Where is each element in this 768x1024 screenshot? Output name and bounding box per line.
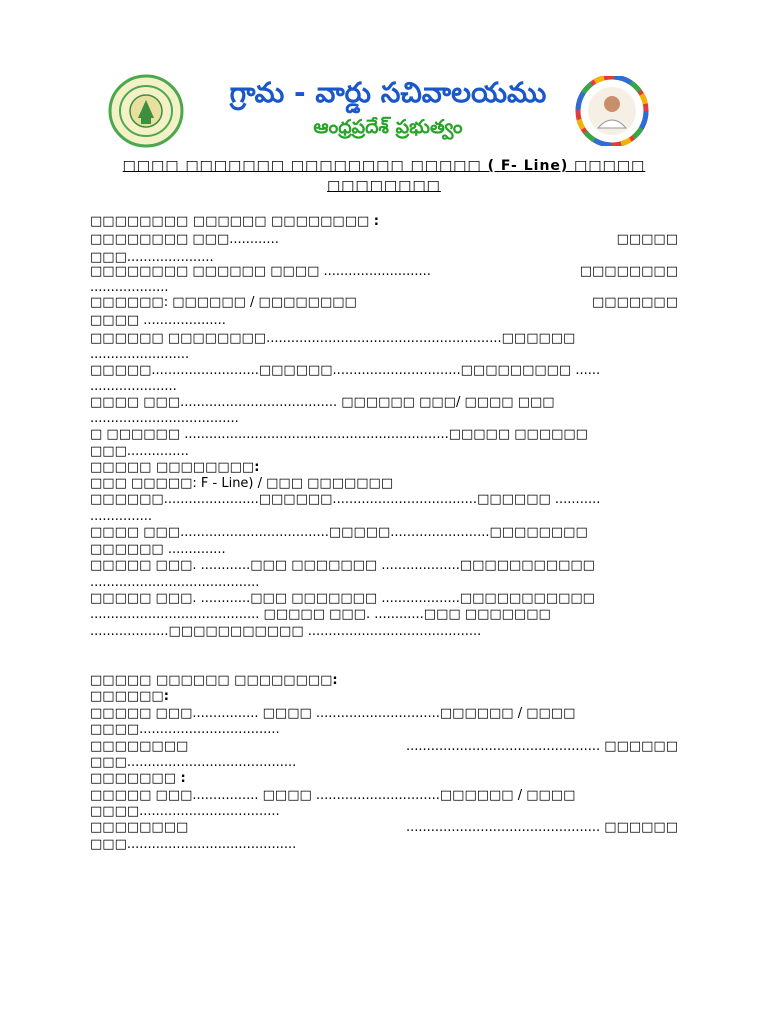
form-line	[90, 294, 678, 311]
document-title	[90, 156, 678, 196]
form-line: □□□.....................	[90, 250, 214, 265]
form-line: ...............	[90, 509, 152, 524]
form-line: □□□.........................................	[90, 837, 297, 852]
form-line: □□□□□□ □□□□□□□□.........................................................□□□□□□	[90, 331, 576, 346]
form-line	[90, 738, 678, 755]
form-line: □□□□ ....................	[90, 313, 226, 328]
form-line-text: □□□□□□□□	[90, 739, 189, 754]
form-line: □□□□..................................	[90, 722, 280, 737]
form-line: .....................	[90, 379, 177, 394]
header-subtitle: ఆంధ్రప్రదేశ్ ప్రభుత్వం	[313, 116, 463, 138]
sachivalayam-logo-icon	[572, 76, 652, 146]
form-line-text-right: ............................................... □□□□□□	[405, 820, 678, 835]
form-line: □□□□□..........................□□□□□□...............................□□□□□□□□□ ......	[90, 363, 601, 378]
section-heading: □□□□□□□□ □□□□□□ □□□□□□□□ :	[90, 214, 379, 229]
form-line: □□□□□ □□□. ............□□□ □□□□□□□ ...................□□□□□□□□□□□	[90, 591, 595, 606]
form-line: □□□...............	[90, 444, 189, 459]
section-heading: □□□□□ □□□□□□□□:	[90, 460, 260, 475]
form-line-text-right: ............................................... □□□□□□	[405, 739, 678, 754]
document-title-line-1: □□□□ □□□□□□□ □□□□□□□□ □□□□□ ( F- Line) □□□□□	[122, 158, 646, 174]
form-line: □□□□ □□□...................................... □□□□□□ □□□/ □□□□ □□□	[90, 395, 555, 410]
form-line-text: □□□□□□□□ □□□□□□ □□□□ ..........................	[90, 264, 431, 279]
section-heading: □□□□□□□ :	[90, 771, 186, 786]
form-line: □□□□□ □□□................ □□□□ ..............................□□□□□□ / □□□□	[90, 706, 576, 721]
page-header	[100, 72, 690, 150]
form-line-text: □□□□□□□□ □□□............	[90, 232, 279, 247]
form-line	[90, 263, 678, 280]
form-line: .........................................	[90, 575, 260, 590]
section-heading: □□□□□□:	[90, 689, 169, 704]
form-line	[90, 819, 678, 836]
document-title-line-2: □□□□□□□□	[327, 178, 441, 194]
form-line: ...................	[90, 280, 169, 295]
form-line: ...................□□□□□□□□□□□ ..........................................	[90, 624, 482, 639]
form-line: □□□□□□.......................□□□□□□...................................□□□□□□ ...........	[90, 492, 601, 507]
form-line-text: □□□□□□□□	[90, 820, 189, 835]
form-line: ....................................	[90, 411, 239, 426]
section-heading: □□□□□ □□□□□□ □□□□□□□□:	[90, 673, 338, 688]
form-line-text-right: □□□□□	[616, 232, 678, 247]
form-line: □□□ □□□□□: F - Line) / □□□ □□□□□□□	[90, 476, 394, 491]
form-line: □□□□□ □□□................ □□□□ ..............................□□□□□□ / □□□□	[90, 788, 576, 803]
form-line: □□□□..................................	[90, 804, 280, 819]
form-line: □□□.........................................	[90, 755, 297, 770]
header-title: గ్రామ - వార్డు సచివాలయము	[229, 76, 547, 109]
form-line: □□□□ □□□....................................□□□□□........................□□□□□□□□	[90, 525, 588, 540]
form-line: □ □□□□□□ ................................................................□□□□□ □□□□□□	[90, 427, 588, 442]
form-line	[90, 231, 678, 248]
form-line: ......................................... □□□□□ □□□. ............□□□ □□□□□□□	[90, 607, 551, 622]
form-line-text-right: □□□□□□□	[592, 295, 678, 310]
ap-govt-emblem-icon	[108, 74, 184, 148]
form-line-text-right: □□□□□□□□	[579, 264, 678, 279]
form-line-text: □□□□□□: □□□□□□ / □□□□□□□□	[90, 295, 357, 310]
form-line: □□□□□ □□□. ............□□□ □□□□□□□ ...................□□□□□□□□□□□	[90, 558, 595, 573]
form-line: □□□□□□ ..............	[90, 542, 226, 557]
form-line: ........................	[90, 347, 190, 362]
